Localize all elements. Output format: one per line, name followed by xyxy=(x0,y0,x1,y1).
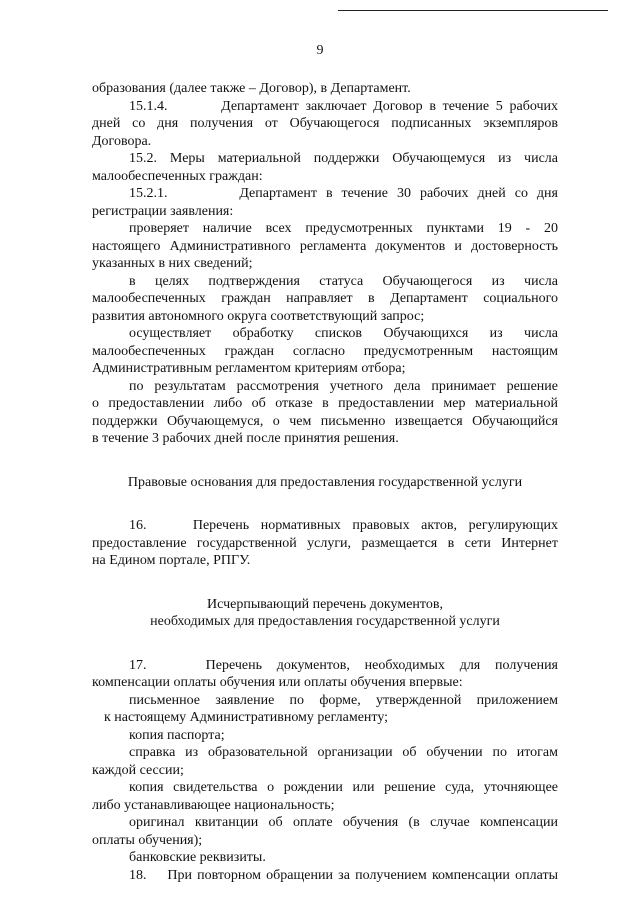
clause-17: 17. Перечень документов, необходимых для получения xyxy=(129,657,558,673)
text-line: малообеспеченных граждан направляет в Департамент социального xyxy=(92,291,558,306)
list-item: в целях подтверждения статуса Обучающегося из числа xyxy=(129,273,558,289)
document-body xyxy=(92,80,558,884)
text-line: настоящего Административного регламента документов и достоверность xyxy=(92,238,558,254)
text-line: развития автономного округа соответствующий запрос; xyxy=(92,308,425,324)
clause-15-1-4: 15.1.4. Департамент заключает Договор в течение 5 рабочих xyxy=(129,98,558,114)
clause-16: 16. Перечень нормативных правовых актов, регулирующих xyxy=(129,518,558,533)
text-line: указанных в них сведений; xyxy=(92,256,253,271)
clause-15-2: 15.2. Меры материальной поддержки Обучающемуся из числа xyxy=(129,151,558,166)
text-line: каждой сессии; xyxy=(92,762,184,778)
page-number: 9 xyxy=(316,43,324,58)
text-line: компенсации оплаты обучения или оплаты обучения впервые: xyxy=(92,675,463,690)
list-item: осуществляет обработку списков Обучающихся из числа xyxy=(129,326,558,341)
text-line: малообеспеченных граждан согласно предусмотренным настоящим xyxy=(92,343,558,359)
text-line: поддержки Обучающемуся, о чем письменно извещается Обучающийся xyxy=(92,413,558,429)
text-line: регистрации заявления: xyxy=(92,203,234,219)
section-heading: Правовые основания для предоставления государственной услуги xyxy=(127,474,523,490)
text-line: Договора. xyxy=(92,133,152,149)
text-line: образования (далее также – Договор), в Департамент. xyxy=(92,81,411,96)
list-item: банковские реквизиты. xyxy=(129,850,266,865)
list-item: проверяет наличие всех предусмотренных пунктами 19 - 20 xyxy=(129,221,558,236)
list-item: копия свидетельства о рождении или решение суда, уточняющее xyxy=(129,780,558,795)
text-line: к настоящему Административному регламенту; xyxy=(104,710,389,725)
text-line: либо устанавливающее национальность; xyxy=(92,797,335,813)
text-line: дней со дня получения от Обучающегося подписанных экземпляров xyxy=(92,116,558,131)
text-line: предоставление государственной услуги, размещается в сети Интернет xyxy=(92,535,558,551)
text-line: в течение 3 рабочих дней после принятия решения. xyxy=(92,431,399,446)
list-item: по результатам рассмотрения учетного дела принимает решение xyxy=(129,378,558,394)
text-line: малообеспеченных граждан: xyxy=(92,168,263,184)
header-rule xyxy=(338,10,608,11)
text-line: на Едином портале, РПГУ. xyxy=(92,553,251,568)
text-line: оплаты обучения); xyxy=(92,832,203,848)
list-item: справка из образовательной организации об обучении по итогам xyxy=(129,745,558,760)
section-heading: необходимых для предоставления государственной услуги xyxy=(150,614,500,629)
list-item: копия паспорта; xyxy=(129,727,225,743)
list-item: письменное заявление по форме, утвержденной приложением xyxy=(129,692,558,708)
section-heading: Исчерпывающий перечень документов, xyxy=(207,596,443,612)
text-line: Административным регламентом критериям отбора; xyxy=(92,361,406,376)
list-item: оригинал квитанции об оплате обучения (в случае компенсации xyxy=(129,815,558,830)
clause-15-2-1: 15.2.1. Департамент в течение 30 рабочих дней со дня xyxy=(129,186,558,201)
clause-18: 18. При повторном обращении за получением компенсации оплаты xyxy=(129,867,558,883)
text-line: о предоставлении либо об отказе в предоставлении мер материальной xyxy=(92,396,558,411)
